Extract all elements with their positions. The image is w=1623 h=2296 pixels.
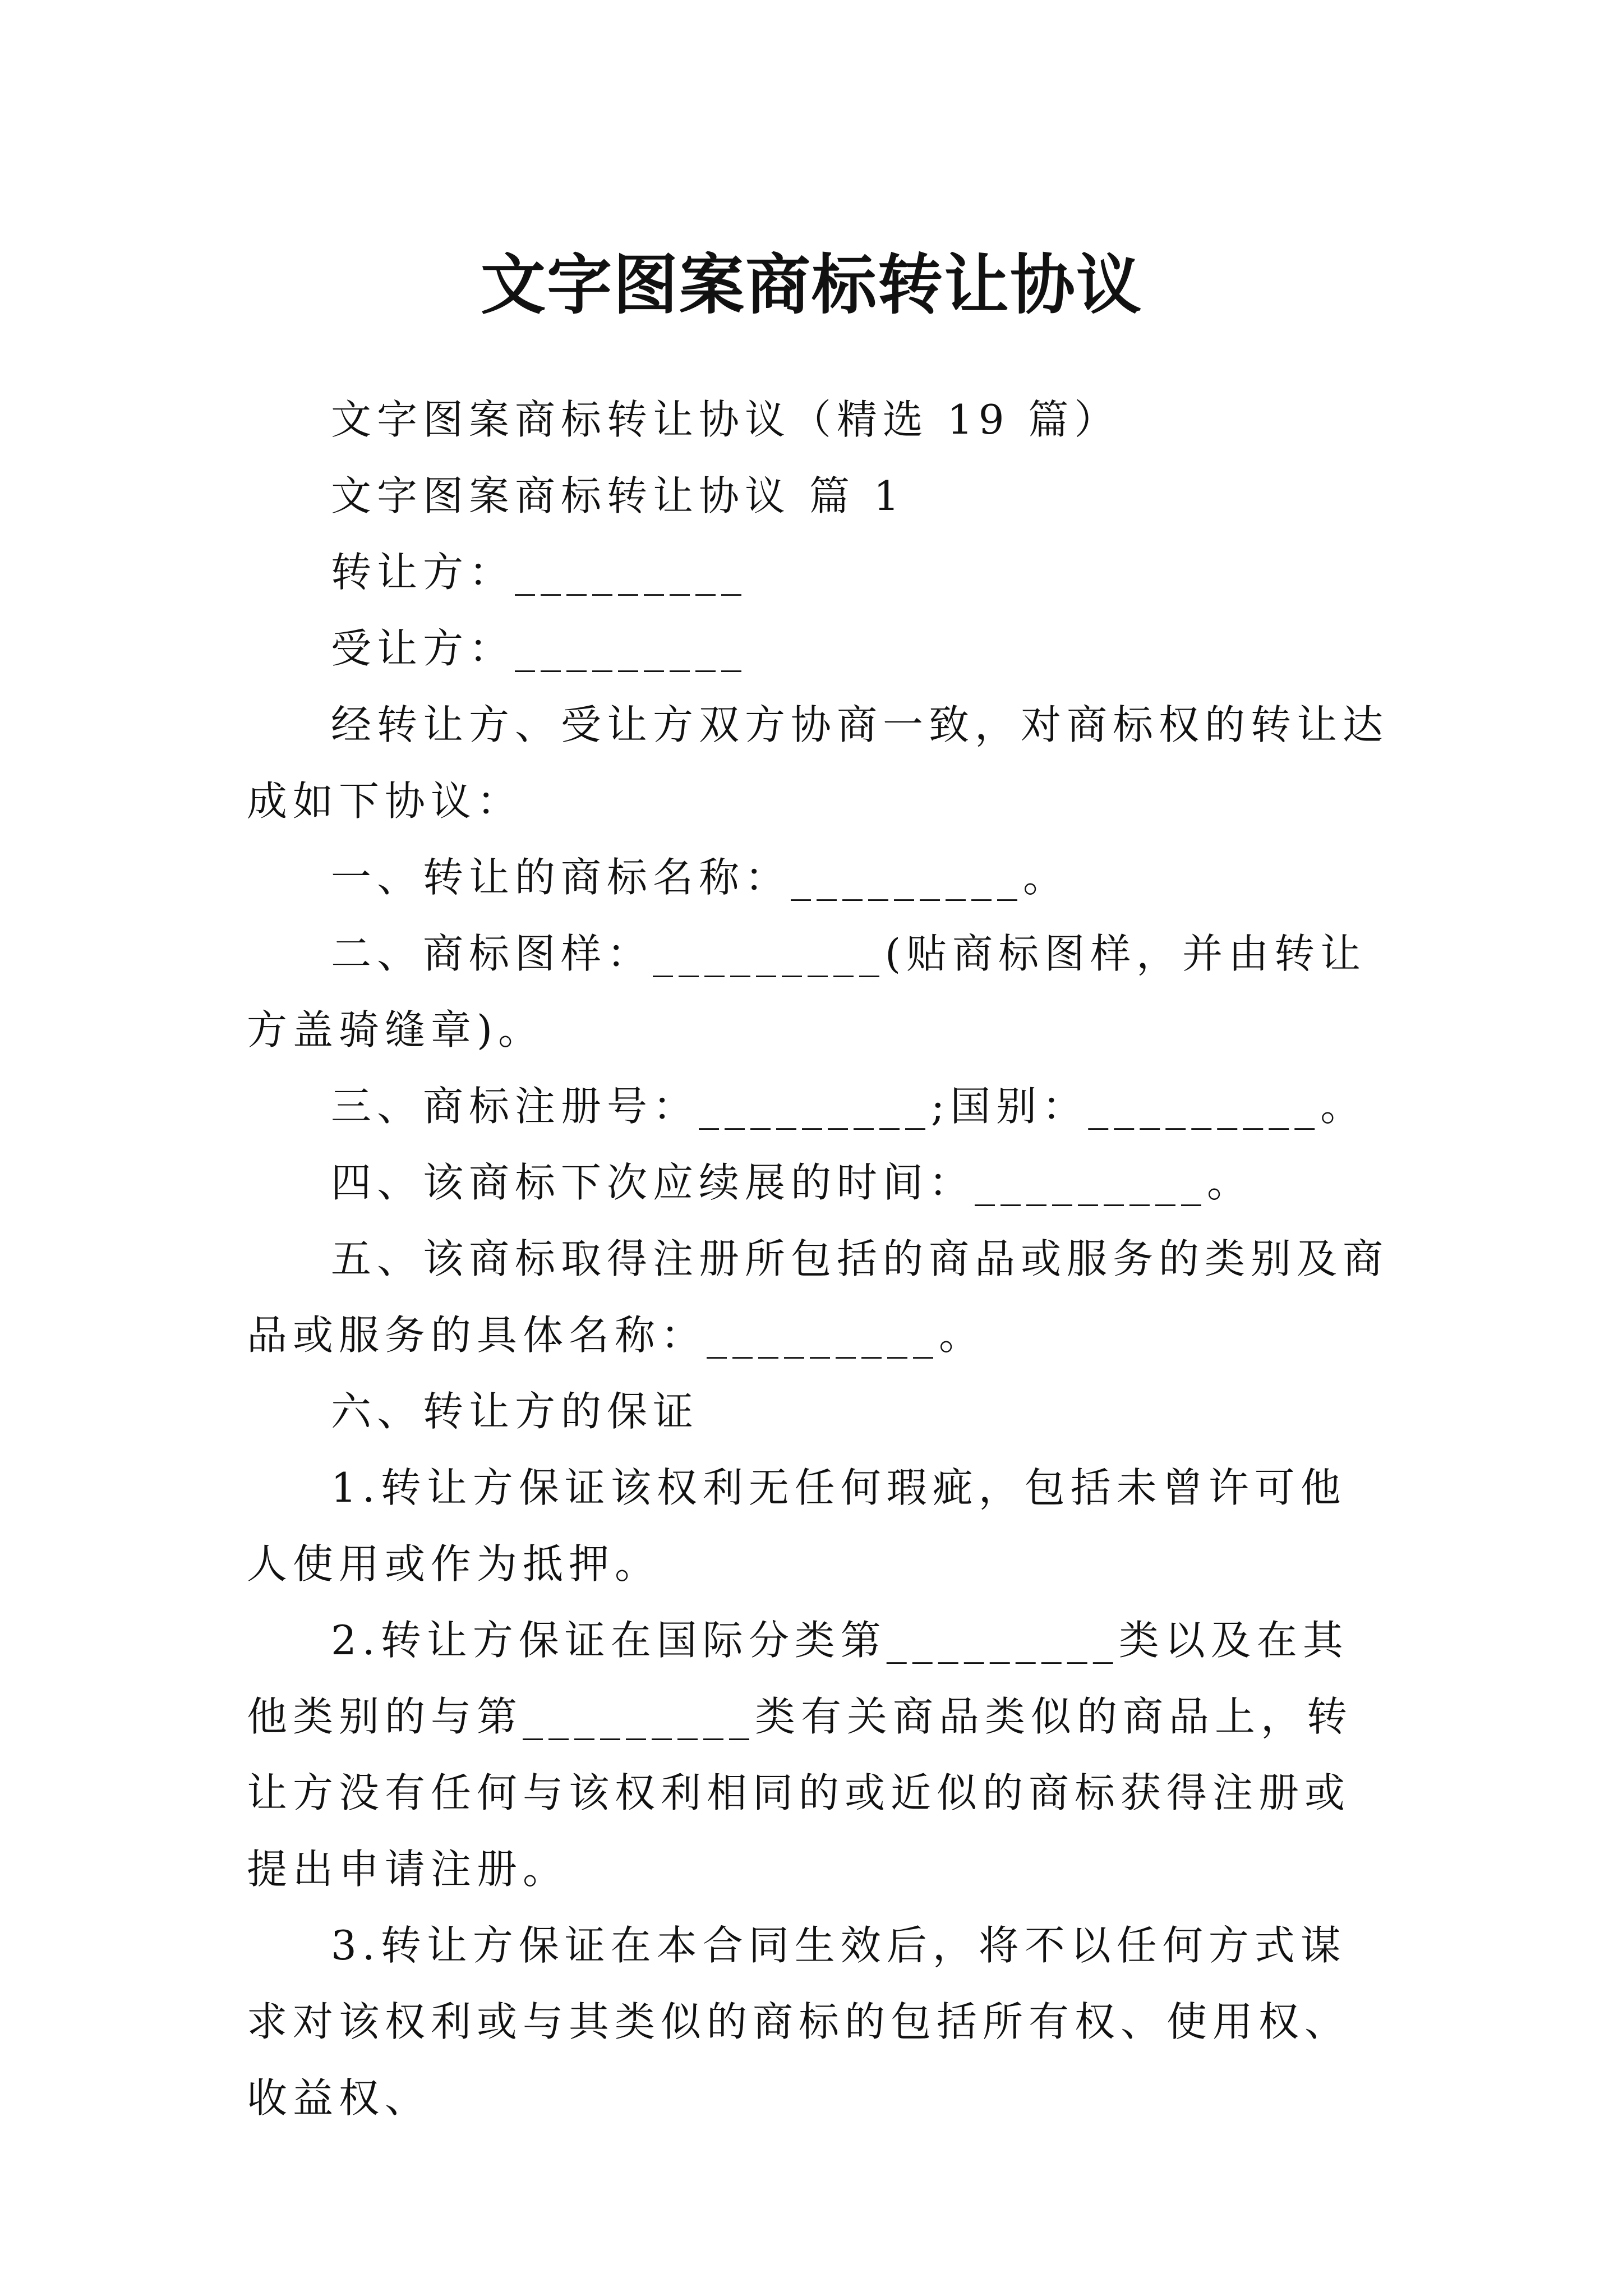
section-heading: 文字图案商标转让协议 篇 1 [331, 472, 905, 519]
document-body [247, 381, 1391, 2136]
clause-5: 五、该商标取得注册所包括的商品或服务的类别及商品或服务的具体名称：_________。 [247, 1235, 1389, 1359]
clause-4: 四、该商标下次应续展的时间：_________。 [331, 1159, 1253, 1206]
clause-3: 三、商标注册号：_________;国别：_________。 [331, 1083, 1367, 1130]
transferee-line: 受让方：_________ [331, 625, 748, 672]
guarantee-item-3: 3.转让方保证在本合同生效后，将不以任何方式谋求对该权利或与其类似的商标的包括所有权、使用权、收益权、 [247, 1922, 1351, 2122]
clause-6-heading: 六、转让方的保证 [331, 1388, 699, 1435]
transferor-line: 转让方：_________ [331, 549, 748, 596]
clause-2: 二、商标图样：_________(贴商标图样，并由转让方盖骑缝章)。 [247, 930, 1367, 1053]
agreement-intro-paragraph: 经转让方、受让方双方协商一致，对商标权的转让达成如下协议： [247, 701, 1389, 825]
subtitle-paragraph: 文字图案商标转让协议（精选 19 篇） [331, 396, 1121, 443]
guarantee-item-2: 2.转让方保证在国际分类第_________类以及在其他类别的与第_________类有关商品类似的商品上，转让方没有任何与该权利相同的或近似的商标获得注册或提出申请注册。 [247, 1617, 1353, 1893]
guarantee-item-1: 1.转让方保证该权利无任何瑕疵，包括未曾许可他人使用或作为抵押。 [247, 1464, 1347, 1588]
document-title: 文字图案商标转让协议 [481, 246, 1142, 323]
clause-1: 一、转让的商标名称：_________。 [331, 854, 1069, 901]
